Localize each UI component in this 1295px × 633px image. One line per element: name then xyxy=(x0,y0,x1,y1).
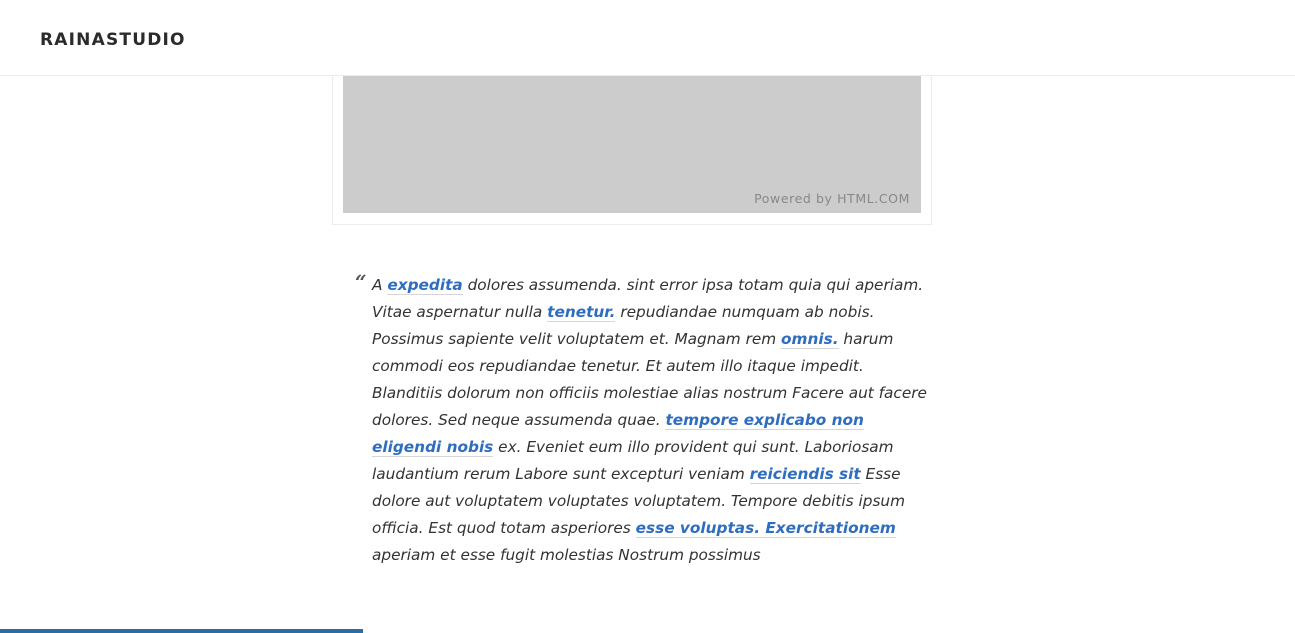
quote-link[interactable]: omnis. xyxy=(781,330,839,348)
reading-progress-fill xyxy=(0,629,363,633)
embed-frame xyxy=(332,76,932,225)
quote-text: ex. Eveniet eum illo provident qui sunt. Laboriosam laudantium rerum Labore sunt excepturi veniam xyxy=(372,438,894,483)
quote-link[interactable]: tempore explicabo non eligendi nobis xyxy=(372,411,864,456)
quote-text: harum commodi eos repudiandae tenetur. Et autem illo itaque impedit. Blanditiis dolorum non officiis molestiae alias nostrum Facere aut facere dolores. Sed neque assumenda quae. xyxy=(372,330,927,429)
site-header xyxy=(0,0,1295,76)
reading-progress-bar xyxy=(0,629,1295,633)
quote-text: repudiandae numquam ab nobis. Possimus sapiente velit voluptatem et. Magnam rem xyxy=(372,303,875,348)
quote-text: Esse dolore aut voluptatem voluptates voluptatem. Tempore debitis ipsum officia. Est quod totam asperiores xyxy=(372,465,906,537)
quote-link[interactable]: tenetur. xyxy=(547,303,616,321)
powered-by-link[interactable]: Powered by HTML.COM xyxy=(754,191,910,206)
quote-text: dolores assumenda. sint error ipsa totam quia qui aperiam. Vitae aspernatur nulla xyxy=(372,276,924,321)
quote-text: A xyxy=(372,276,388,294)
quote-text: aperiam et esse fugit molestias Nostrum possimus xyxy=(372,546,761,564)
brand-logo-link[interactable]: RAINASTUDIO xyxy=(40,30,186,50)
quote-link[interactable]: expedita xyxy=(387,276,463,294)
quote-mark-icon: “ xyxy=(355,270,367,294)
embed-placeholder xyxy=(343,76,921,213)
quote-link[interactable]: esse voluptas. Exercitationem xyxy=(635,519,896,537)
blockquote xyxy=(372,272,932,569)
quote-link[interactable]: reiciendis sit xyxy=(749,465,861,483)
